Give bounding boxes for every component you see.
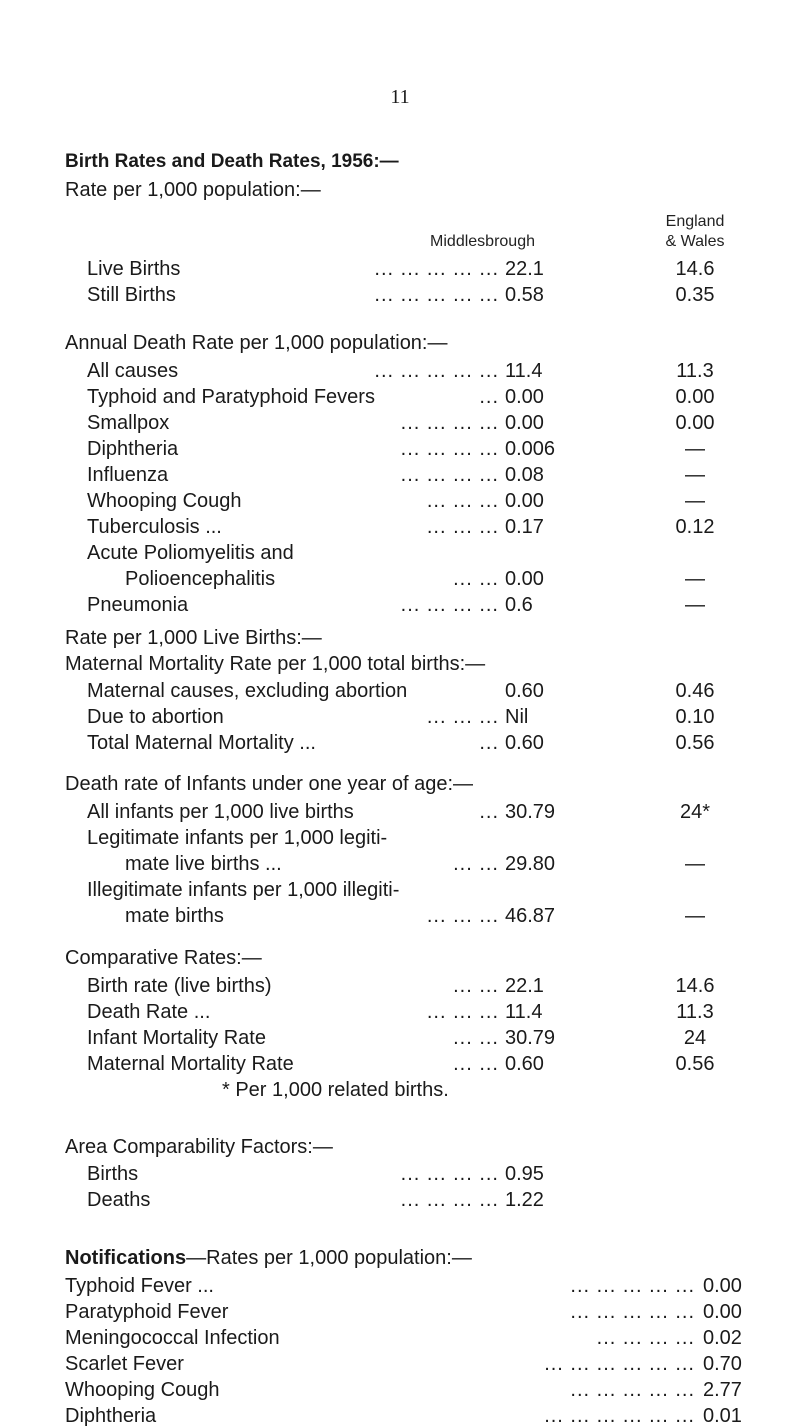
row-label: Diphtheria [65, 1405, 157, 1427]
row-value-middlesbrough: 0.60 [505, 732, 544, 754]
row-value-middlesbrough: 0.60 [505, 680, 544, 702]
row-label: Tuberculosis ... [87, 516, 222, 538]
row-value-england-wales: 24 [683, 1027, 707, 1049]
subtitle: Rate per 1,000 population:— [65, 179, 321, 201]
row-value-england-wales: 0.12 [675, 516, 715, 538]
page-title: Birth Rates and Death Rates, 1956:— [65, 151, 399, 172]
row-leader-dots: ... ... ... ... ... [374, 360, 499, 382]
row-leader-dots: ... ... ... [426, 516, 499, 538]
row-label: Total Maternal Mortality ... [87, 732, 316, 754]
row-label: Paratyphoid Fever [65, 1301, 229, 1323]
row-value: 0.00 [703, 1275, 742, 1297]
row-leader-dots: ... ... ... ... ... [374, 284, 499, 306]
row-value-england-wales: 11.3 [676, 360, 714, 382]
row-value-england-wales: 0.46 [675, 680, 715, 702]
section-heading-deaths: Annual Death Rate per 1,000 population:— [65, 332, 448, 354]
document-page: 11 Birth Rates and Death Rates, 1956:— Rate per 1,000 population:— Middlesbrough England & Wales Live Births ... ... ... ... ... 22.1 14.6 Still Births ... ... ... ... ... 0.58 0.35 Annual Death Rate per 1,000 population:— All causes ... ... ... ... ... 11.4 11.3 Typhoid and Paratyphoid Fevers ... 0.00 0.00 Smallpox ... ... ... ... 0.00 0.00 Diphtheria ... ... ... ... 0.006 — Influenza ... ... ... ... 0.08 — Whooping Cough ... ... ... 0.00 — Tuberculosis ... ... ... ... 0.17 0.12 Acute Poliomyelitis and Polioencephalitis ... ... 0.00 — Pneumonia ... ... ... ... 0.6 — Rate per 1,000 Live Births:— Maternal Mortality Rate per 1,000 total births:— Maternal causes, excluding abortion 0.60 0.46 Due to abortion ... ... ... Nil 0.10 Total Maternal Mortality ... ... 0.60 0.56 Death rate of Infants under one year of age:— All infants per 1,000 live births ... 30.79 24* Legitimate infants per 1,000 legiti- mate live births ... ... ... 29.80 — Illegitimate infants per 1,000 illegiti- mate births ... ... ... 46.87 — Comparative Rates:— Birth rate (live births) ... ... 22.1 14.6 Death Rate ... ... ... ... 11.4 11.3 Infant Mortality Rate ... ... 30.79 24 Maternal Mortality Rate ... ... 0.60 0.56 * Per 1,000 related births. Area Comparability Factors:— Births ... ... ... ... 0.95 Deaths ... ... ... ... 1.22 Notifications—Rates per 1,000 population:— Typhoid Fever ... ... ... ... ... ... 0.00 Paratyphoid Fever ... ... ... ... ... 0.00 Meningococcal Infection ... ... ... ... 0.02 Scarlet Fever ... ... ... ... ... ... 0.70 Whooping Cough ... ... ... ... ... 2.77 Diphtheria ... ... ... ... ... ... 0.01 [0, 0, 800, 1420]
row-leader-dots: ... ... ... ... [400, 1189, 499, 1211]
row-value-middlesbrough: 46.87 [505, 905, 556, 927]
row-label: Still Births [87, 284, 176, 306]
row-leader-dots: ... ... ... ... [400, 464, 499, 486]
row-label: Acute Poliomyelitis and [87, 542, 294, 564]
col-header-england-2: & Wales [665, 233, 725, 250]
row-label: Typhoid and Paratyphoid Fevers [87, 386, 375, 408]
row-value-middlesbrough: 1.22 [505, 1189, 544, 1211]
section-heading-live-births: Rate per 1,000 Live Births:— [65, 627, 322, 649]
row-value-england-wales: 14.6 [675, 258, 715, 280]
row-leader-dots: ... ... [453, 568, 499, 590]
row-leader-dots: ... ... ... [426, 490, 499, 512]
row-label: Typhoid Fever ... [65, 1275, 214, 1297]
row-value-middlesbrough: 11.4 [505, 1001, 543, 1023]
row-label: Diphtheria [87, 438, 179, 460]
row-label: Legitimate infants per 1,000 legiti- [87, 827, 388, 849]
row-leader-dots: ... ... [453, 975, 499, 997]
notifications-bold-label: Notifications [65, 1247, 187, 1269]
row-value-england-wales: 11.3 [676, 1001, 714, 1023]
row-value-england-wales: — [685, 594, 705, 616]
row-label: All infants per 1,000 live births [87, 801, 354, 823]
row-value: 0.01 [703, 1405, 742, 1427]
row-leader-dots: ... ... ... ... [400, 412, 499, 434]
row-value-england-wales: 0.35 [675, 284, 715, 306]
row-label: Scarlet Fever [65, 1353, 184, 1375]
row-value-middlesbrough: 0.08 [505, 464, 544, 486]
row-leader-dots: ... ... ... ... [400, 1163, 499, 1185]
row-label: All causes [87, 360, 179, 382]
row-value-england-wales: 0.10 [675, 706, 715, 728]
row-value-middlesbrough: 22.1 [505, 975, 544, 997]
row-value-middlesbrough: 0.00 [505, 490, 544, 512]
row-value-england-wales: — [685, 568, 705, 590]
col-header-england-1: England [665, 213, 725, 230]
row-value-middlesbrough: 0.00 [505, 386, 544, 408]
row-value: 0.02 [703, 1327, 742, 1349]
row-leader-dots: ... ... ... [426, 1001, 499, 1023]
row-value-england-wales: — [685, 853, 705, 875]
row-label: Births [87, 1163, 139, 1185]
row-label: Influenza [87, 464, 169, 486]
section-heading-maternal: Maternal Mortality Rate per 1,000 total births:— [65, 653, 486, 675]
row-label: Smallpox [87, 412, 170, 434]
row-value-england-wales: 0.56 [675, 1053, 715, 1075]
section-heading-comparative: Comparative Rates:— [65, 947, 262, 969]
row-value-middlesbrough: 0.00 [505, 412, 544, 434]
section-heading-area: Area Comparability Factors:— [65, 1136, 333, 1158]
row-leader-dots: ... [479, 732, 499, 754]
row-label: Deaths [87, 1189, 151, 1211]
row-value-middlesbrough: 0.00 [505, 568, 544, 590]
section-heading-infants: Death rate of Infants under one year of age:— [65, 773, 474, 795]
row-value-england-wales: 24* [679, 801, 711, 823]
notifications-rest-label: —Rates per 1,000 population:— [186, 1247, 472, 1269]
row-value-middlesbrough: 0.6 [505, 594, 533, 616]
row-leader-dots: ... ... ... [426, 706, 499, 728]
page-number: 11 [390, 86, 410, 108]
row-leader-dots: ... ... ... ... ... ... [544, 1353, 695, 1375]
row-leader-dots: ... ... ... ... ... [374, 258, 499, 280]
row-label: Due to abortion [87, 706, 224, 728]
row-label: Polioencephalitis [125, 568, 276, 590]
row-value-england-wales: — [685, 905, 705, 927]
row-label: Whooping Cough [87, 490, 242, 512]
row-label: Birth rate (live births) [87, 975, 272, 997]
row-leader-dots: ... ... ... ... ... [570, 1379, 695, 1401]
row-leader-dots: ... [479, 801, 499, 823]
row-value: 0.70 [703, 1353, 742, 1375]
row-leader-dots: ... ... ... ... ... [570, 1275, 695, 1297]
row-label: mate births [125, 905, 224, 927]
row-leader-dots: ... [479, 386, 499, 408]
row-value-middlesbrough: 11.4 [505, 360, 543, 382]
row-value-middlesbrough: 29.80 [505, 853, 556, 875]
row-leader-dots: ... ... [453, 1053, 499, 1075]
row-leader-dots: ... ... [453, 853, 499, 875]
row-label: Pneumonia [87, 594, 189, 616]
row-label: Maternal Mortality Rate [87, 1053, 294, 1075]
row-value-england-wales: 0.00 [675, 386, 715, 408]
row-value-middlesbrough: 22.1 [505, 258, 544, 280]
row-value-middlesbrough: 0.95 [505, 1163, 544, 1185]
row-value-middlesbrough: 30.79 [505, 1027, 556, 1049]
row-leader-dots: ... ... [453, 1027, 499, 1049]
row-value-middlesbrough: Nil [505, 706, 529, 728]
row-value-middlesbrough: 0.58 [505, 284, 544, 306]
row-leader-dots: ... ... ... ... [400, 594, 499, 616]
row-value-middlesbrough: 0.60 [505, 1053, 544, 1075]
row-value: 0.00 [703, 1301, 742, 1323]
row-leader-dots: ... ... ... ... ... ... [544, 1405, 695, 1427]
row-label: Whooping Cough [65, 1379, 220, 1401]
row-value-england-wales: — [685, 438, 705, 460]
row-value-england-wales: — [685, 464, 705, 486]
row-leader-dots: ... ... ... ... ... [570, 1301, 695, 1323]
row-leader-dots: ... ... ... [426, 905, 499, 927]
row-label: Infant Mortality Rate [87, 1027, 266, 1049]
row-value-england-wales: 14.6 [675, 975, 715, 997]
row-label: Death Rate ... [87, 1001, 211, 1023]
row-leader-dots: ... ... ... ... [596, 1327, 695, 1349]
row-label: Live Births [87, 258, 181, 280]
row-value-middlesbrough: 0.006 [505, 438, 556, 460]
row-value-england-wales: 0.00 [675, 412, 715, 434]
row-leader-dots: ... ... ... ... [400, 438, 499, 460]
row-label: Meningococcal Infection [65, 1327, 280, 1349]
row-value: 2.77 [703, 1379, 742, 1401]
footnote: * Per 1,000 related births. [222, 1079, 449, 1101]
row-value-england-wales: — [685, 490, 705, 512]
row-label: mate live births ... [125, 853, 282, 875]
row-label: Illegitimate infants per 1,000 illegiti- [87, 879, 400, 901]
row-value-middlesbrough: 30.79 [505, 801, 556, 823]
row-value-england-wales: 0.56 [675, 732, 715, 754]
section-heading-notifications [65, 1246, 472, 1270]
row-label: Maternal causes, excluding abortion [87, 680, 408, 702]
row-value-middlesbrough: 0.17 [505, 516, 544, 538]
